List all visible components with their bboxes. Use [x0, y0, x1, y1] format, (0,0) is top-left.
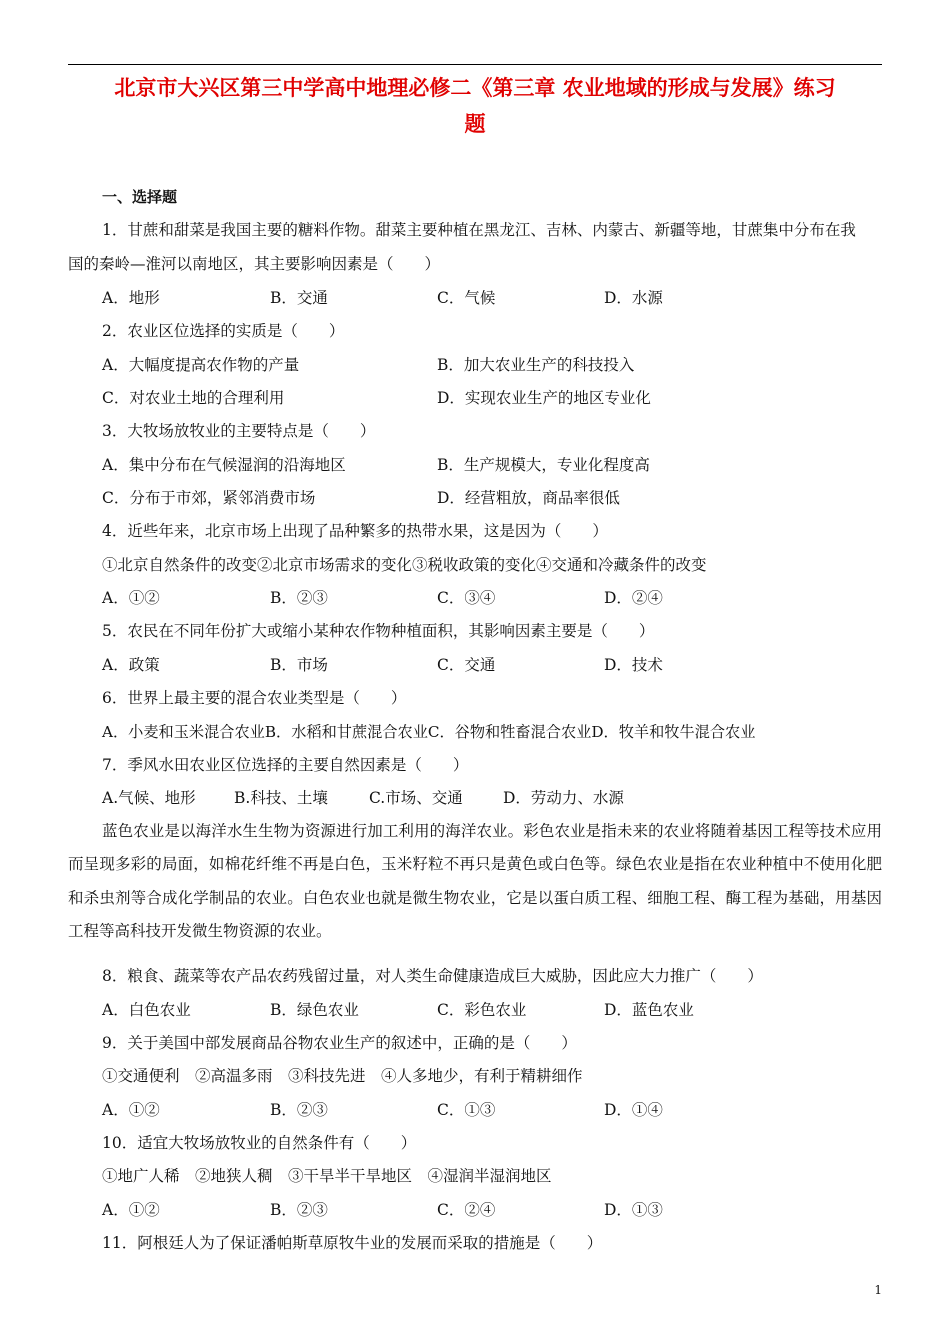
question-8-option-b: B．绿色农业	[270, 1001, 359, 1019]
question-8-option-c: C．彩色农业	[437, 1001, 527, 1019]
question-10-stem: 10．适宜大牧场放牧业的自然条件有（ ）	[102, 1134, 417, 1152]
question-1-option-b: B．交通	[270, 289, 328, 307]
header-rule	[68, 64, 882, 65]
question-4-option-c: C．③④	[437, 589, 496, 607]
question-3-option-c: C．分布于市郊，紧邻消费市场	[102, 489, 316, 507]
question-9-option-a: A．①②	[102, 1101, 160, 1119]
question-7-option-a: A.气候、地形	[102, 789, 196, 807]
question-2-stem: 2．农业区位选择的实质是（ ）	[102, 322, 345, 340]
question-5-stem: 5．农民在不同年份扩大或缩小某种农作物种植面积，其影响因素主要是（ ）	[102, 622, 655, 640]
question-2-option-b: B．加大农业生产的科技投入	[437, 356, 635, 374]
question-5-option-d: D．技术	[604, 656, 663, 674]
question-7-stem: 7．季风水田农业区位选择的主要自然因素是（ ）	[102, 756, 469, 774]
question-1-option-a: A．地形	[102, 289, 160, 307]
question-10-option-d: D．①③	[604, 1201, 663, 1219]
question-4-option-d: D．②④	[604, 589, 663, 607]
question-10-option-a: A．①②	[102, 1201, 160, 1219]
question-9-option-b: B．②③	[270, 1101, 328, 1119]
question-9-stem: 9．关于美国中部发展商品谷物农业生产的叙述中，正确的是（ ）	[102, 1034, 577, 1052]
question-3-option-a: A．集中分布在气候湿润的沿海地区	[102, 456, 346, 474]
question-3-option-d: D．经营粗放，商品率很低	[437, 489, 620, 507]
section-heading: 一、选择题	[102, 188, 178, 206]
question-3-stem: 3．大牧场放牧业的主要特点是（ ）	[102, 422, 376, 440]
question-5-option-c: C．交通	[437, 656, 496, 674]
question-2-option-a: A．大幅度提高农作物的产量	[102, 356, 300, 374]
reading-passage: 蓝色农业是以海洋水生生物为资源进行加工利用的海洋农业。彩色农业是指未来的农业将随着基因工程等技术应用而呈现多彩的局面，如棉花纤维不再是白色，玉米籽粒不再只是黄色或白色等。绿色农业是指在农业种植中不使用化肥和杀虫剂等合成化学制品的农业。白色农业也就是微生物农业，它是以蛋白质工程、细胞工程、酶工程为基础，用基因工程等高科技开发微生物资源的农业。	[68, 822, 882, 940]
question-7-option-d: D．劳动力、水源	[503, 789, 624, 807]
page-title: 北京市大兴区第三中学高中地理必修二《第三章 农业地域的形成与发展》练习	[114, 76, 836, 100]
question-11-stem: 11．阿根廷人为了保证潘帕斯草原牧牛业的发展而采取的措施是（ ）	[102, 1234, 603, 1252]
question-5-option-b: B．市场	[270, 656, 328, 674]
question-5-option-a: A．政策	[102, 656, 160, 674]
question-3-option-b: B．生产规模大，专业化程度高	[437, 456, 650, 474]
question-8-option-d: D．蓝色农业	[604, 1001, 694, 1019]
question-7-option-b: B.科技、土壤	[234, 789, 328, 807]
page-number: 1	[874, 1283, 882, 1297]
page-title-continued: 题	[464, 112, 486, 136]
question-1-option-c: C．气候	[437, 289, 496, 307]
question-8-stem: 8．粮食、蔬菜等农产品农药残留过量，对人类生命健康造成巨大威胁，因此应大力推广（ ）	[102, 967, 763, 985]
question-1-stem: 1．甘蔗和甜菜是我国主要的糖料作物。甜菜主要种植在黑龙江、吉林、内蒙古、新疆等地，甘蔗集中分布在我	[102, 221, 856, 239]
question-9-option-d: D．①④	[604, 1101, 663, 1119]
question-4-items: ①北京自然条件的改变②北京市场需求的变化③税收政策的变化④交通和冷藏条件的改变	[102, 556, 707, 574]
question-7-option-c: C.市场、交通	[369, 789, 463, 807]
question-8-option-a: A．白色农业	[102, 1001, 191, 1019]
question-4-option-a: A．①②	[102, 589, 160, 607]
question-9-items: ①交通便利 ②高温多雨 ③科技先进 ④人多地少，有利于精耕细作	[102, 1067, 583, 1085]
question-4-option-b: B．②③	[270, 589, 328, 607]
question-10-option-c: C．②④	[437, 1201, 496, 1219]
question-10-items: ①地广人稀 ②地狭人稠 ③干旱半干旱地区 ④湿润半湿润地区	[102, 1167, 552, 1185]
question-6-stem: 6．世界上最主要的混合农业类型是（ ）	[102, 689, 407, 707]
question-9-option-c: C．①③	[437, 1101, 496, 1119]
question-2-option-c: C．对农业土地的合理利用	[102, 389, 285, 407]
question-10-option-b: B．②③	[270, 1201, 328, 1219]
question-4-stem: 4．近些年来，北京市场上出现了品种繁多的热带水果，这是因为（ ）	[102, 522, 608, 540]
question-1-option-d: D．水源	[604, 289, 663, 307]
question-2-option-d: D．实现农业生产的地区专业化	[437, 389, 651, 407]
question-6-options: A．小麦和玉米混合农业B．水稻和甘蔗混合农业C．谷物和牲畜混合农业D．牧羊和牧牛混合农业	[102, 723, 756, 741]
question-1-stem-cont: 国的秦岭—淮河以南地区，其主要影响因素是（ ）	[68, 255, 441, 273]
